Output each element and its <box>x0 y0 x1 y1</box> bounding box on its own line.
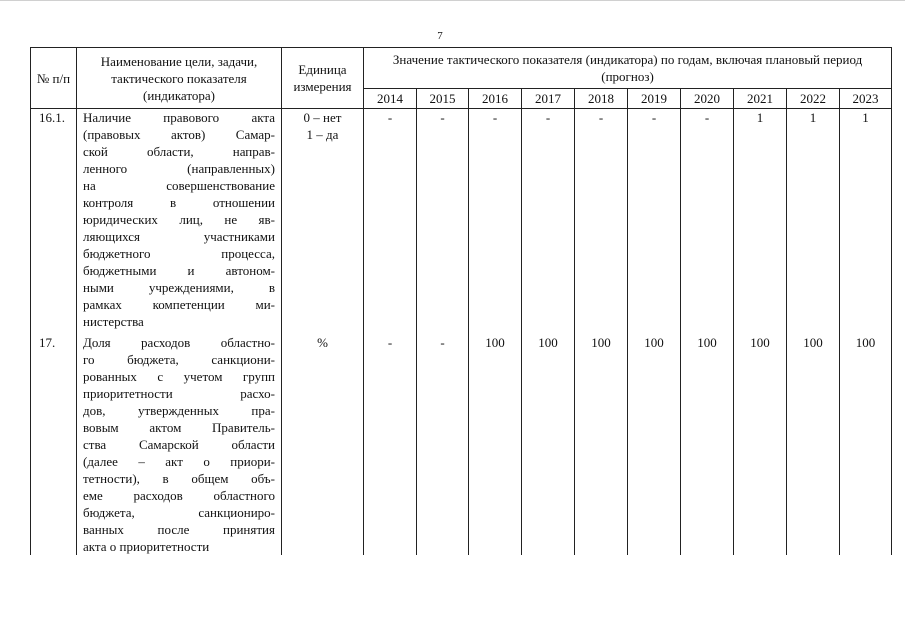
value-cell: 100 <box>469 334 522 555</box>
value-cell: 100 <box>628 334 681 555</box>
header-values-group: Значение тактического показателя (индикатора) по годам, включая плановый период (прогноз) <box>364 48 892 89</box>
indicator-name-line: бюджета, санкциониро- <box>83 504 275 520</box>
value-cell: 100 <box>522 334 575 555</box>
indicator-name-line: приоритетности расхо- <box>83 385 275 401</box>
indicator-name-line: вовым актом Правитель- <box>83 419 275 435</box>
indicator-name-line: ства Самарской области <box>83 436 275 452</box>
indicator-name-line: еме расходов областного <box>83 487 275 503</box>
indicator-name-line: Наличие правового акта <box>83 110 275 125</box>
value-cell: - <box>364 109 417 334</box>
indicator-name-line: го бюджета, санкциони- <box>83 351 275 367</box>
value-cell: 100 <box>575 334 628 555</box>
indicator-name <box>77 109 282 334</box>
header-year: 2021 <box>734 89 787 109</box>
value-cell: 100 <box>734 334 787 555</box>
unit-cell <box>282 109 364 334</box>
indicator-name-line: бюджетными и автоном- <box>83 263 275 278</box>
indicator-name-line: ленного (направленных) <box>83 161 275 176</box>
value-cell: - <box>628 109 681 334</box>
unit-line: 0 – нет <box>303 110 342 125</box>
indicator-name-line: нистерства <box>83 314 144 329</box>
indicator-name <box>77 334 282 555</box>
header-year: 2018 <box>575 89 628 109</box>
indicator-name-line: на совершенствование <box>83 178 275 193</box>
indicator-name-line: (далее – акт о приори- <box>83 453 275 469</box>
header-year: 2017 <box>522 89 575 109</box>
table-row <box>31 109 892 334</box>
value-cell: - <box>417 334 469 555</box>
header-name: Наименование цели, задачи, тактического показателя (индикатора) <box>77 48 282 109</box>
header-year: 2019 <box>628 89 681 109</box>
value-cell: - <box>522 109 575 334</box>
unit-line: % <box>317 334 328 350</box>
value-cell: - <box>681 109 734 334</box>
indicator-name-line: бюджетного процесса, <box>83 246 275 261</box>
header-year: 2022 <box>787 89 840 109</box>
indicator-name-line: ляющихся участниками <box>83 229 275 244</box>
unit-cell <box>282 334 364 555</box>
indicator-name-line: юридических лиц, не яв- <box>83 212 275 227</box>
header-year: 2014 <box>364 89 417 109</box>
value-cell: 1 <box>734 109 787 334</box>
page-number: 7 <box>437 30 443 42</box>
indicator-name-line: рамках компетенции ми- <box>83 297 275 312</box>
value-cell: 100 <box>787 334 840 555</box>
value-cell: - <box>364 334 417 555</box>
indicator-name-line: (правовых актов) Самар- <box>83 127 275 142</box>
value-cell: 100 <box>681 334 734 555</box>
header-year: 2015 <box>417 89 469 109</box>
indicator-name-line: дов, утвержденных пра- <box>83 402 275 418</box>
header-unit: Единица измерения <box>282 48 364 109</box>
value-cell: 1 <box>840 109 892 334</box>
indicator-name-line: контроля в отношении <box>83 195 275 210</box>
indicator-name-line: ными учреждениями, в <box>83 280 275 295</box>
row-number: 17. <box>31 334 77 555</box>
header-year: 2023 <box>840 89 892 109</box>
value-cell: - <box>417 109 469 334</box>
row-number: 16.1. <box>31 109 77 334</box>
indicator-name-line: акта о приоритетности <box>83 538 210 554</box>
table-row <box>31 334 892 555</box>
indicators-table <box>30 47 892 555</box>
indicator-name-line: ванных после принятия <box>83 521 275 537</box>
top-border-line <box>0 0 905 1</box>
header-year: 2016 <box>469 89 522 109</box>
unit-line: 1 – да <box>306 127 339 142</box>
indicator-name-line: Доля расходов областно- <box>83 334 275 350</box>
indicator-name-line: ской области, направ- <box>83 144 275 159</box>
value-cell: - <box>575 109 628 334</box>
header-year: 2020 <box>681 89 734 109</box>
indicator-name-line: рованных с учетом групп <box>83 368 275 384</box>
header-num: № п/п <box>31 48 77 109</box>
indicator-name-line: тетности), в общем объ- <box>83 470 275 486</box>
value-cell: 1 <box>787 109 840 334</box>
value-cell: 100 <box>840 334 892 555</box>
value-cell: - <box>469 109 522 334</box>
